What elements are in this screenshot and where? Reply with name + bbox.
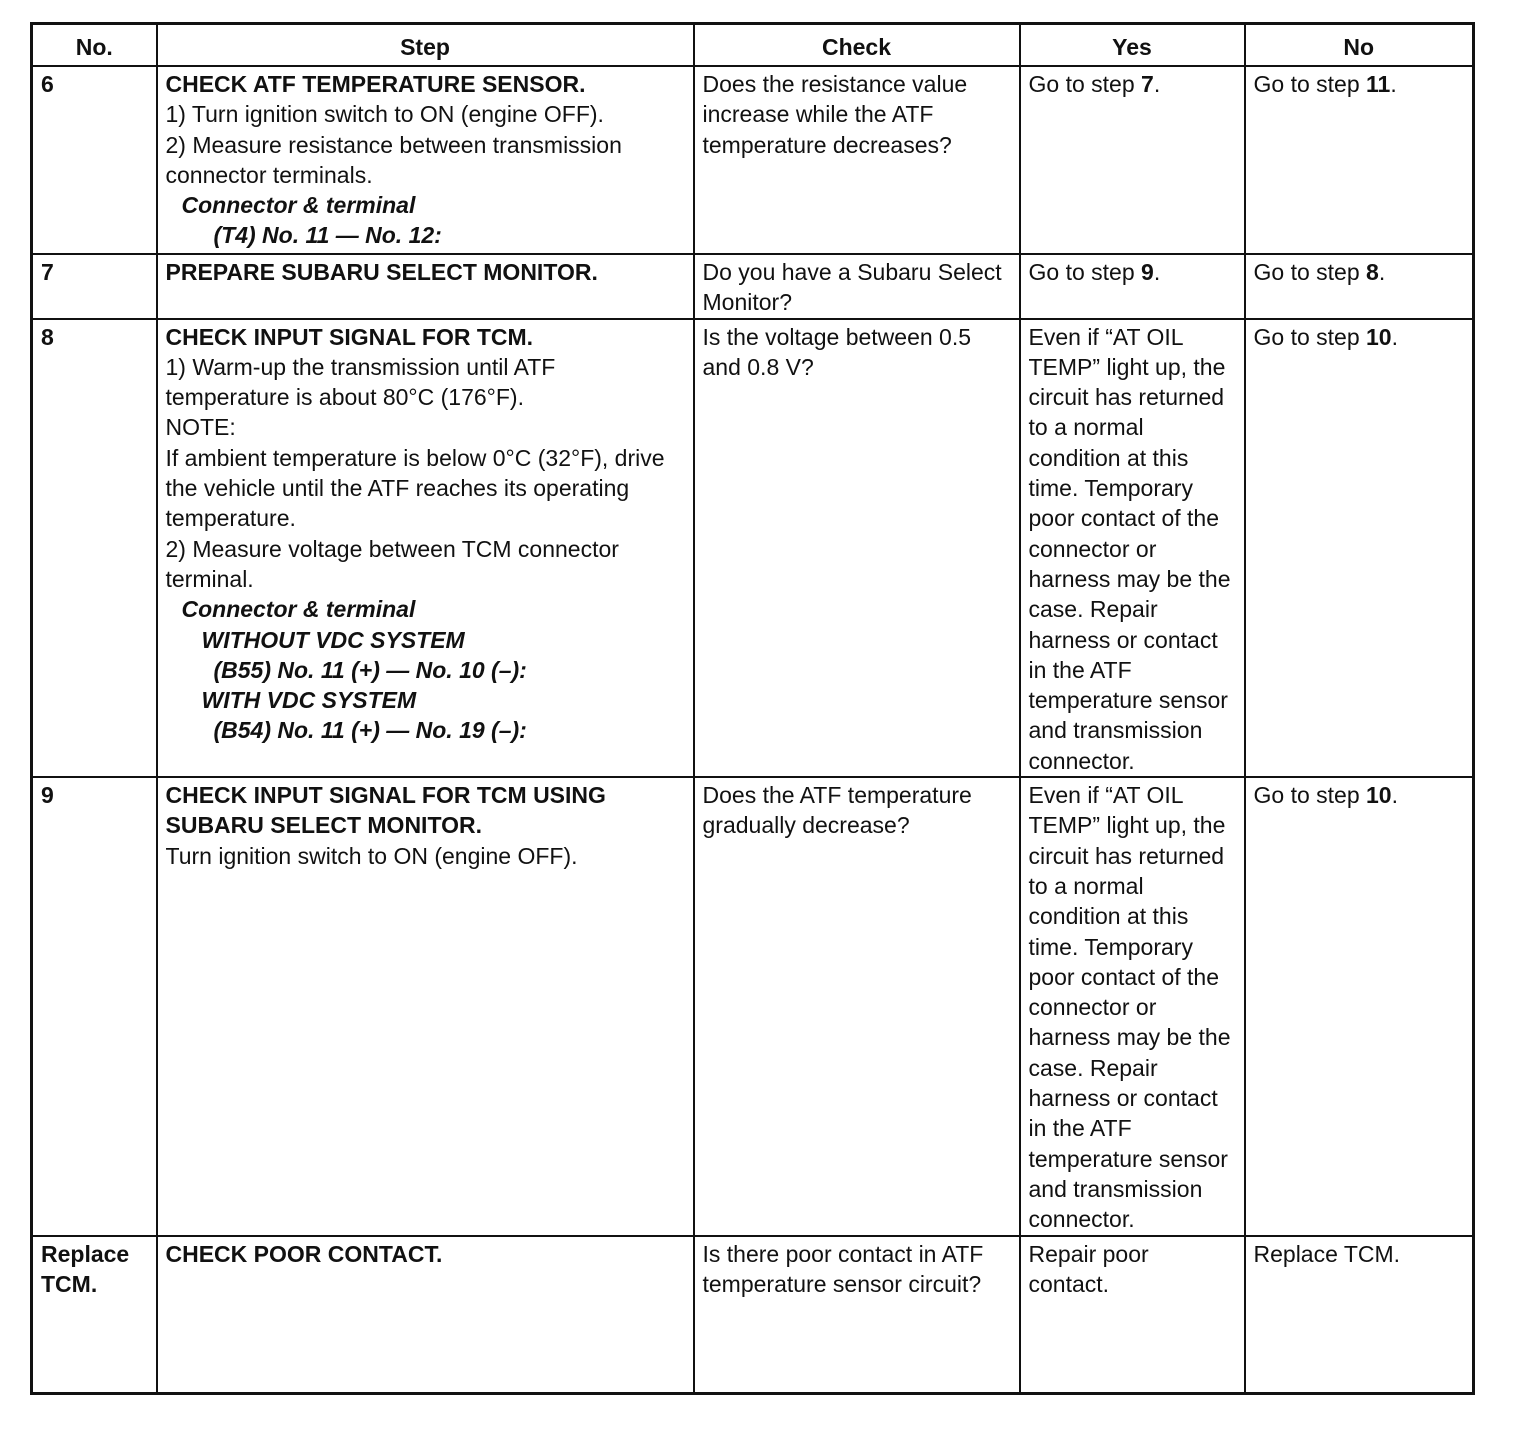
note-label: NOTE:	[165, 414, 236, 441]
yes-cell: Even if “AT OIL TEMP” light up, the circuit has returned to a normal condition at this time. Temporary poor contact of the connector or harness may be the case. Repair harness or contact in the ATF temperature sensor and transmission connector.	[1020, 319, 1245, 777]
terminal-spec: (B55) No. 11 (+) — No. 10 (–):	[213, 656, 527, 683]
yes-step-ref: 9	[1141, 259, 1154, 285]
step-title: CHECK POOR CONTACT.	[165, 1241, 443, 1268]
yes-step-ref: 7	[1141, 71, 1154, 97]
connector-label: Connector & terminal	[181, 596, 416, 623]
no-cell: Go to step 10.	[1245, 319, 1474, 777]
step-cell	[157, 319, 694, 777]
terminal-spec: (B54) No. 11 (+) — No. 19 (–):	[213, 717, 527, 744]
no-step-ref: 11	[1366, 71, 1391, 97]
no-cell: Go to step 10.	[1245, 777, 1474, 1236]
step-cell	[157, 1236, 694, 1394]
no-cell: Go to step 8.	[1245, 254, 1474, 319]
table-row	[32, 777, 1474, 1236]
no-text: Go to step	[1253, 71, 1367, 97]
system-variant: WITH VDC SYSTEM	[201, 687, 417, 714]
yes-cell: Go to step 7.	[1020, 66, 1245, 254]
header-no: No.	[32, 24, 157, 67]
step-cell	[157, 254, 694, 319]
no-text: Go to step	[1253, 259, 1367, 285]
step-number: 6	[32, 66, 157, 254]
note-text: If ambient temperature is below 0°C (32°F), drive the vehicle until the ATF reaches its operating temperature.	[165, 444, 665, 532]
header-step: Step	[157, 24, 694, 67]
header-row	[32, 24, 1474, 67]
step-number: 9	[32, 777, 157, 1236]
step-number: 8	[32, 319, 157, 777]
diagnostic-sheet	[30, 22, 1475, 1395]
system-variant: WITHOUT VDC SYSTEM	[201, 626, 465, 653]
check-cell: Is there poor contact in ATF temperature sensor circuit?	[694, 1236, 1020, 1394]
no-step-ref: 10	[1366, 782, 1392, 809]
no-text: Go to step	[1253, 323, 1367, 350]
step-number: 7	[32, 254, 157, 319]
step-instruction: 2) Measure voltage between TCM connector terminal.	[165, 535, 619, 592]
yes-text: Go to step	[1028, 71, 1142, 97]
diagnostic-table	[30, 22, 1475, 1395]
yes-text: Go to step	[1028, 259, 1142, 285]
connector-label: Connector & terminal	[181, 192, 416, 219]
yes-cell: Go to step 9.	[1020, 254, 1245, 319]
yes-cell: Even if “AT OIL TEMP” light up, the circuit has returned to a normal condition at this time. Temporary poor contact of the connector or harness may be the case. Repair harness or contact in the ATF temperature sensor and transmission connector.	[1020, 777, 1245, 1236]
no-cell: Go to step 11.	[1245, 66, 1474, 254]
step-title: CHECK INPUT SIGNAL FOR TCM.	[165, 323, 534, 350]
table-row	[32, 1236, 1474, 1394]
step-cell	[157, 777, 694, 1236]
step-title: CHECK ATF TEMPERATURE SENSOR.	[165, 71, 586, 97]
step-instruction: Turn ignition switch to ON (engine OFF).	[165, 842, 578, 869]
header-check: Check	[694, 24, 1020, 67]
check-cell: Is the voltage between 0.5 and 0.8 V?	[694, 319, 1020, 777]
step-title: CHECK INPUT SIGNAL FOR TCM USING SUBARU SELECT MONITOR.	[165, 782, 606, 839]
no-text: Go to step	[1253, 782, 1367, 809]
table-row	[32, 254, 1474, 319]
step-title: PREPARE SUBARU SELECT MONITOR.	[165, 259, 598, 285]
no-cell: Replace TCM.	[1245, 1236, 1474, 1394]
table-row	[32, 319, 1474, 777]
check-cell: Does the ATF temperature gradually decrease?	[694, 777, 1020, 1236]
check-cell: Do you have a Subaru Select Monitor?	[694, 254, 1020, 319]
step-number: Replace TCM.	[32, 1236, 157, 1394]
no-step-ref: 10	[1366, 323, 1392, 350]
terminal-spec: (T4) No. 11 — No. 12:	[213, 222, 442, 249]
step-instruction: 1) Warm-up the transmission until ATF temperature is about 80°C (176°F).	[165, 353, 556, 411]
table-row	[32, 66, 1474, 254]
step-instruction: 2) Measure resistance between transmission connector terminals.	[165, 131, 622, 188]
header-yes: Yes	[1020, 24, 1245, 67]
no-step-ref: 8	[1366, 259, 1379, 285]
yes-cell: Repair poor contact.	[1020, 1236, 1245, 1394]
check-cell: Does the resistance value increase while the ATF temperature decreases?	[694, 66, 1020, 254]
header-no-result: No	[1245, 24, 1474, 67]
step-instruction: 1) Turn ignition switch to ON (engine OFF).	[165, 101, 604, 128]
step-cell	[157, 66, 694, 254]
